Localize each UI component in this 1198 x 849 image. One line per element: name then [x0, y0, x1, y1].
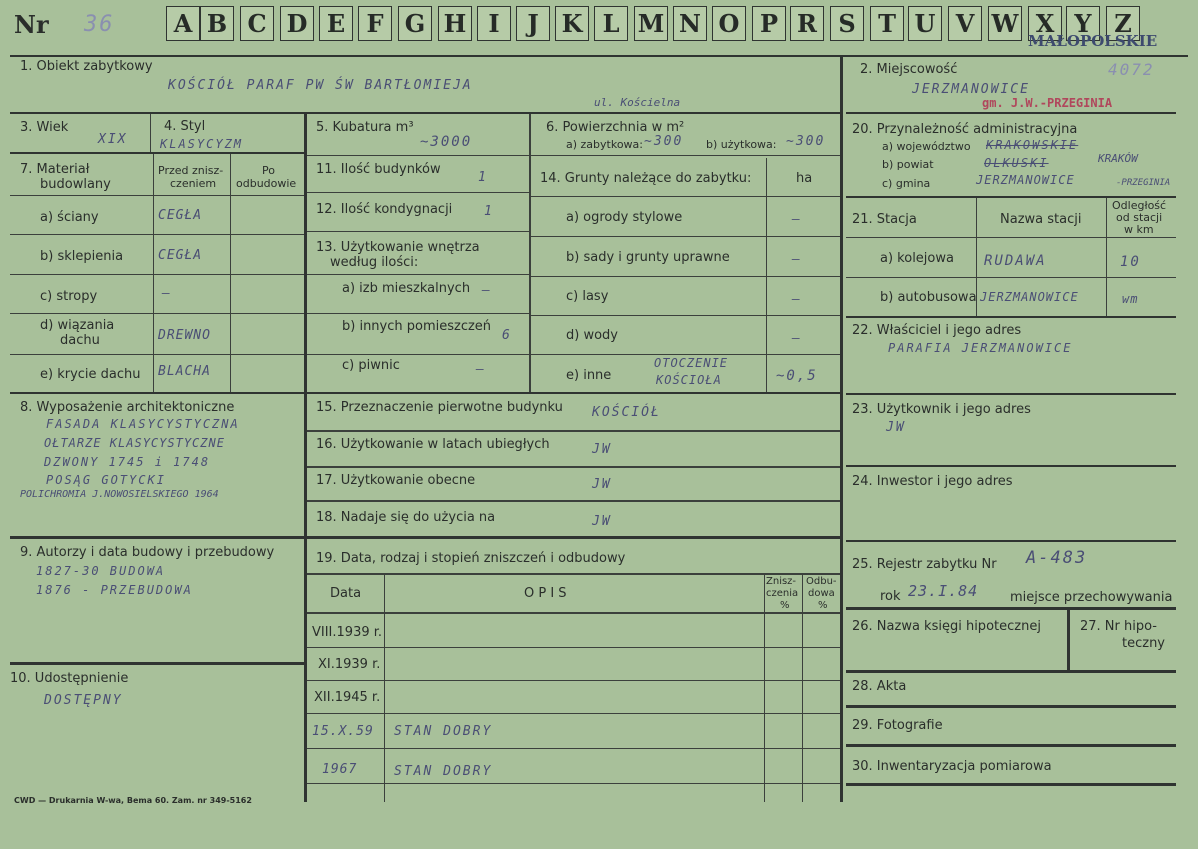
label-photos: 29. Fotografie	[852, 718, 943, 733]
label-survey: 30. Inwentaryzacja pomiarowa	[852, 759, 1052, 774]
letter-v: V	[948, 6, 982, 41]
value-past-use[interactable]: JW	[592, 442, 612, 457]
value-rooms-residential[interactable]: —	[482, 283, 492, 298]
letter-w: W	[988, 6, 1022, 41]
letter-i: I	[477, 6, 511, 41]
value-ref-number: 4072	[1108, 60, 1155, 79]
letter-y: Y	[1066, 6, 1100, 41]
label-access: 10. Udostępnienie	[10, 671, 129, 686]
value-county[interactable]: OLKUSKI	[984, 156, 1049, 170]
letter-g: G	[398, 6, 432, 41]
value-forests[interactable]: —	[792, 292, 802, 307]
value-object[interactable]: KOŚCIÓŁ PARAF PW ŚW BARTŁOMIEJA	[168, 78, 473, 93]
value-age[interactable]: XIX	[98, 132, 128, 147]
label-other-land: e) inne	[566, 368, 612, 383]
label-damage: 19. Data, rodzaj i stopień zniszczeń i odbudowy	[316, 551, 626, 566]
col-station-name: Nazwa stacji	[1000, 212, 1082, 227]
label-register: 25. Rejestr zabytku Nr	[852, 557, 997, 572]
value-bus-distance[interactable]: wm	[1122, 292, 1139, 306]
col-distance-3: w km	[1124, 223, 1154, 236]
label-roof-truss-1: d) wiązania	[40, 318, 115, 333]
value-reconstruction[interactable]: 1876 - PRZEBUDOWA	[36, 583, 193, 597]
value-current-use[interactable]: JW	[592, 477, 612, 492]
label-original-purpose: 15. Przeznaczenie pierwotne budynku	[316, 400, 563, 415]
col-before-1: Przed znisz-	[158, 164, 224, 177]
row-date-3: XII.1945 r.	[314, 690, 381, 705]
col-after-1: Po	[262, 164, 275, 177]
label-roofing: e) krycie dachu	[40, 367, 141, 382]
label-bus: b) autobusowa	[880, 290, 977, 305]
row-date-5[interactable]: 1967	[322, 762, 358, 777]
letter-o: O	[712, 6, 746, 41]
letter-d: D	[280, 6, 314, 41]
value-voivodeship[interactable]: KRAKOWSKIE	[986, 138, 1079, 152]
value-rail-station[interactable]: RUDAWA	[984, 253, 1047, 269]
value-area-usable[interactable]: ~300	[786, 134, 826, 149]
label-files: 28. Akta	[852, 679, 907, 694]
col-rebuild-1: Odbu-	[806, 576, 837, 587]
col-rebuild-3: %	[818, 600, 828, 611]
label-rail: a) kolejowa	[880, 251, 954, 266]
label-owner: 22. Właściciel i jego adres	[852, 323, 1022, 338]
value-other-land-note-2[interactable]: KOŚCIOŁA	[656, 373, 722, 387]
label-walls: a) ściany	[40, 210, 99, 225]
label-storeys: 12. Ilość kondygnacji	[316, 202, 453, 217]
value-roofing[interactable]: BLACHA	[158, 364, 211, 379]
value-original-purpose[interactable]: KOŚCIÓŁ	[592, 405, 661, 420]
letter-l: L	[594, 6, 628, 41]
letter-m: M	[634, 6, 668, 41]
label-mortgage-nr-2: teczny	[1122, 636, 1165, 651]
letter-s: S	[830, 6, 864, 41]
label-station: 21. Stacja	[852, 212, 917, 227]
label-mortgage-nr-1: 27. Nr hipo-	[1080, 619, 1157, 634]
label-gardens: a) ogrody stylowe	[566, 210, 683, 225]
value-style[interactable]: KLASYCYZM	[160, 137, 244, 151]
value-construction[interactable]: 1827-30 BUDOWA	[36, 564, 166, 578]
letter-j: J	[516, 6, 550, 41]
label-authors: 9. Autorzy i data budowy i przebudowy	[20, 545, 275, 560]
label-area-historic: a) zabytkowa:	[566, 138, 643, 151]
value-rail-distance[interactable]: 10	[1120, 254, 1141, 270]
value-user[interactable]: JW	[886, 420, 906, 435]
col-after-2: odbudowie	[236, 177, 297, 190]
row-date-1: VIII.1939 r.	[312, 625, 383, 640]
value-volume[interactable]: ~3000	[420, 134, 473, 150]
nr-value: 36	[84, 12, 115, 37]
value-furnishing-3[interactable]: DZWONY 1745 i 1748	[44, 455, 211, 469]
printer-footer: CWD — Drukarnia W-wa, Bema 60. Zam. nr 349-5162	[14, 796, 252, 805]
letter-b: B	[200, 6, 234, 41]
label-land: 14. Grunty należące do zabytku:	[540, 171, 752, 186]
letter-p: P	[752, 6, 786, 41]
value-bus-station[interactable]: JERZMANOWICE	[980, 290, 1079, 304]
letter-u: U	[908, 6, 942, 41]
value-waters[interactable]: —	[792, 331, 802, 346]
label-rooms-other: b) innych pomieszczeń	[342, 319, 492, 334]
value-access[interactable]: DOSTĘPNY	[44, 693, 123, 708]
label-interior-use-1: 13. Użytkowanie wnętrza	[316, 240, 480, 255]
value-orchards[interactable]: —	[792, 252, 802, 267]
value-register[interactable]: A-483	[1026, 548, 1088, 568]
value-commune-new[interactable]: -PRZEGINIA	[1116, 178, 1171, 188]
value-commune[interactable]: JERZMANOWICE	[976, 173, 1075, 187]
label-storage-place: miejsce przechowywania	[1010, 590, 1173, 605]
col-date: Data	[330, 586, 362, 601]
value-year[interactable]: 23.I.84	[908, 582, 979, 600]
col-damage-1: Znisz-	[766, 576, 797, 587]
value-gardens[interactable]: —	[792, 212, 802, 227]
label-age: 3. Wiek	[20, 120, 69, 135]
label-county: b) powiat	[882, 158, 934, 171]
value-other-land-note-1[interactable]: OTOCZENIE	[654, 356, 729, 370]
label-user: 23. Użytkownik i jego adres	[852, 402, 1031, 417]
value-suitable-for[interactable]: JW	[592, 514, 612, 529]
value-rooms-other[interactable]: 6	[502, 328, 512, 343]
label-buildings: 11. Ilość budynków	[316, 162, 441, 177]
value-storeys[interactable]: 1	[484, 204, 494, 219]
label-land-register: 26. Nazwa księgi hipotecznej	[852, 619, 1041, 634]
label-admin: 20. Przynależność administracyjna	[852, 122, 1078, 137]
letter-f: F	[358, 6, 392, 41]
value-vaults[interactable]: CEGŁA	[158, 248, 203, 263]
letter-c: C	[240, 6, 274, 41]
letter-x: X	[1028, 6, 1062, 41]
label-suitable-for: 18. Nadaje się do użycia na	[316, 510, 496, 525]
label-area: 6. Powierzchnia w m²	[546, 120, 685, 135]
row-desc-5[interactable]: STAN DOBRY	[394, 764, 493, 779]
region-stamp: MAŁOPOLSKIE	[1028, 32, 1158, 50]
letter-h: H	[438, 6, 472, 41]
label-ceilings: c) stropy	[40, 289, 98, 304]
col-distance-2: od stacji	[1116, 211, 1163, 224]
label-area-usable: b) użytkowa:	[706, 138, 777, 151]
label-style: 4. Styl	[164, 119, 206, 134]
col-damage-2: czenia	[766, 588, 799, 599]
label-forests: c) lasy	[566, 289, 609, 304]
value-other-land[interactable]: ~0,5	[776, 368, 818, 384]
value-furnishing-5[interactable]: POLICHROMIA J.NOWOSIELSKIEGO 1964	[20, 489, 219, 500]
letter-k: K	[555, 6, 589, 41]
value-ceilings[interactable]: —	[162, 286, 172, 301]
label-material-2: budowlany	[40, 177, 111, 192]
value-furnishing-4[interactable]: POSĄG GOTYCKI	[46, 473, 166, 487]
value-roof-truss[interactable]: DREWNO	[158, 328, 211, 343]
col-before-2: czeniem	[170, 177, 217, 190]
letter-t: T	[870, 6, 904, 41]
value-locality-note[interactable]: gm. J.W.-PRZEGINIA	[982, 96, 1113, 110]
letter-a: A	[166, 6, 200, 41]
row-date-2: XI.1939 r.	[318, 657, 381, 672]
label-investor: 24. Inwestor i jego adres	[852, 474, 1013, 489]
label-waters: d) wody	[566, 328, 618, 343]
letter-r: R	[790, 6, 824, 41]
col-distance-1: Odległość	[1112, 199, 1167, 212]
label-voivodeship: a) województwo	[882, 140, 971, 153]
value-furnishing-2[interactable]: OŁTARZE KLASYCYSTYCZNE	[44, 436, 225, 450]
value-county-new[interactable]: KRAKÓW	[1098, 152, 1138, 165]
label-volume: 5. Kubatura m³	[316, 120, 414, 135]
letter-n: N	[673, 6, 707, 41]
value-locality[interactable]: JERZMANOWICE	[912, 82, 1030, 97]
value-owner[interactable]: PARAFIA JERZMANOWICE	[888, 341, 1073, 355]
label-interior-use-2: według ilości:	[330, 255, 419, 270]
letter-e: E	[319, 6, 353, 41]
label-year: rok	[880, 589, 901, 604]
label-rooms-residential: a) izb mieszkalnych	[342, 281, 471, 296]
value-area-historic[interactable]: ~300	[644, 134, 684, 149]
label-commune: c) gmina	[882, 177, 931, 190]
label-land-unit: ha	[796, 171, 813, 186]
nr-label: Nr	[14, 10, 49, 39]
row-date-4[interactable]: 15.X.59	[312, 724, 374, 739]
label-material-1: 7. Materiał	[20, 162, 90, 177]
letter-z: Z	[1106, 6, 1140, 41]
label-past-use: 16. Użytkowanie w latach ubiegłych	[316, 437, 550, 452]
col-description: O P I S	[524, 586, 567, 601]
label-roof-truss-2: dachu	[60, 333, 100, 348]
label-locality: 2. Miejscowość	[860, 62, 958, 77]
value-furnishing-1[interactable]: FASADA KLASYCYSTYCZNA	[46, 417, 240, 431]
col-damage-3: %	[780, 600, 790, 611]
label-cellars: c) piwnic	[342, 358, 400, 373]
label-current-use: 17. Użytkowanie obecne	[316, 473, 476, 488]
label-vaults: b) sklepienia	[40, 249, 124, 264]
label-orchards: b) sady i grunty uprawne	[566, 250, 730, 265]
value-walls[interactable]: CEGŁA	[158, 208, 203, 223]
label-object: 1. Obiekt zabytkowy	[20, 59, 153, 74]
label-furnishings: 8. Wyposażenie architektoniczne	[20, 400, 235, 415]
value-cellars[interactable]: —	[476, 362, 486, 377]
col-rebuild-2: dowa	[808, 588, 835, 599]
value-street[interactable]: ul. Kościelna	[594, 96, 681, 109]
value-buildings[interactable]: 1	[478, 170, 488, 185]
row-desc-4[interactable]: STAN DOBRY	[394, 724, 493, 739]
